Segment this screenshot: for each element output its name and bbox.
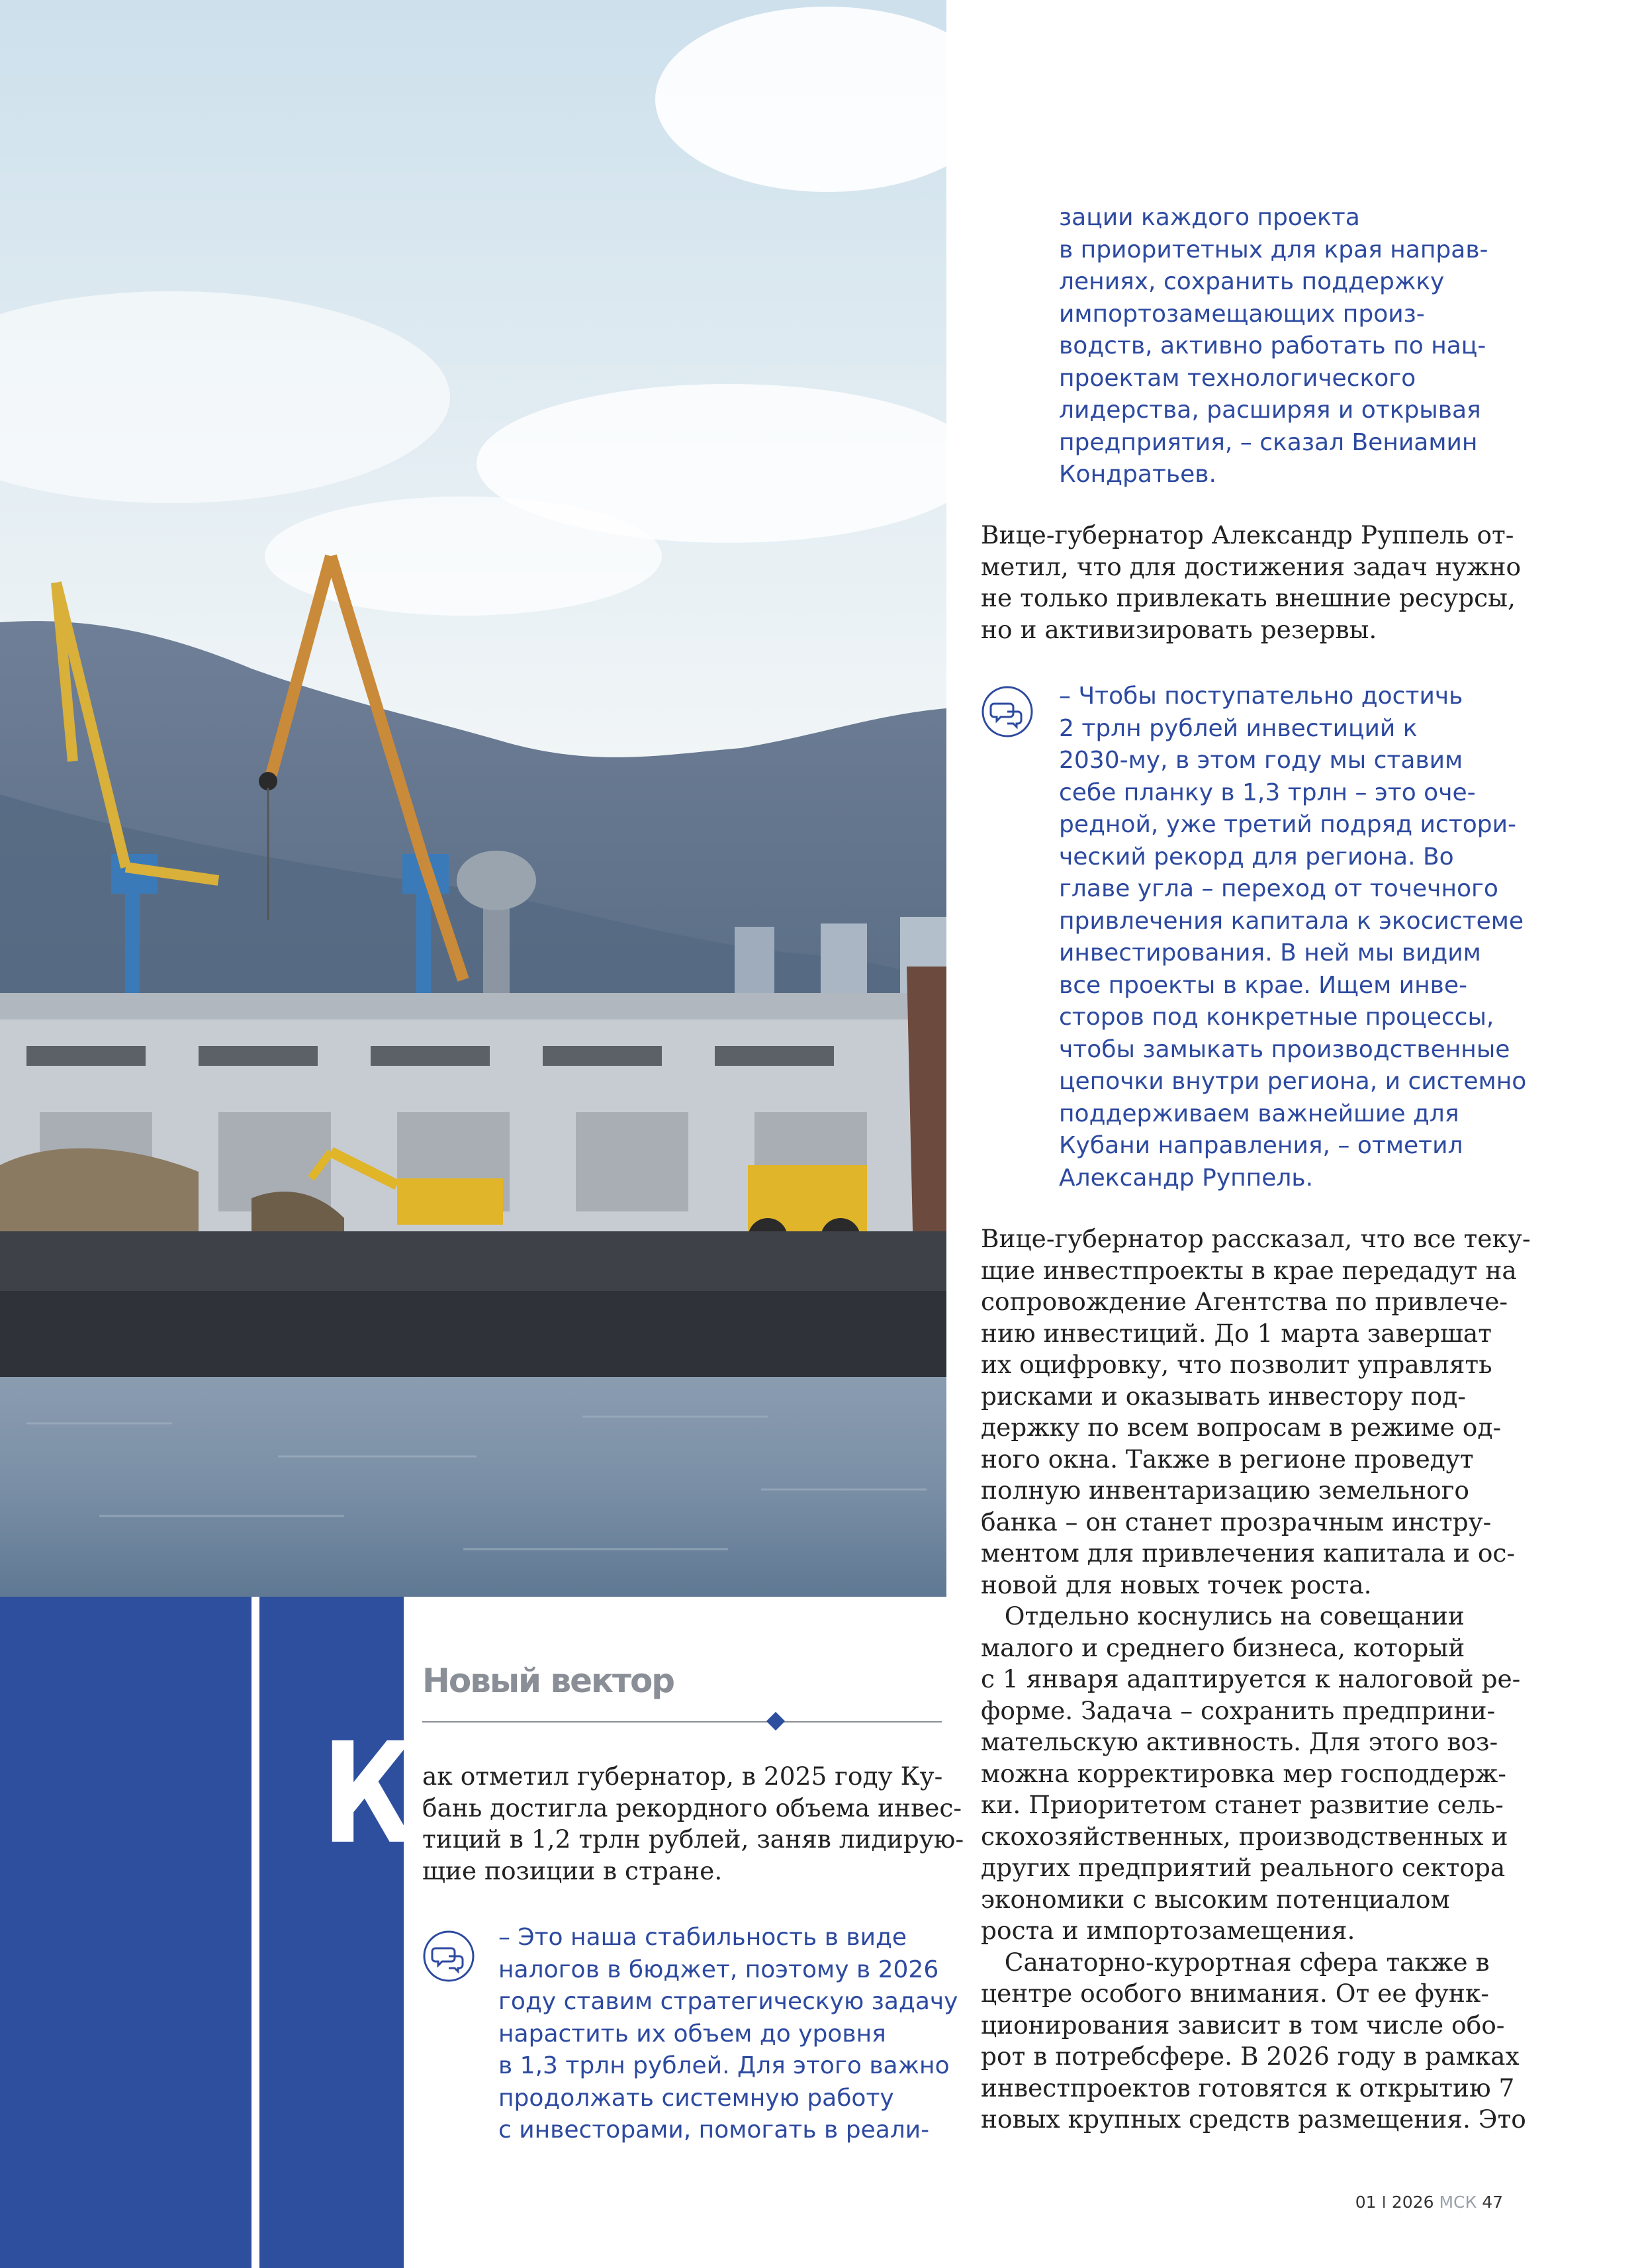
speech-bubbles-icon: [981, 685, 1034, 738]
paragraph-ruppel-intro: Вице-губернатор Александр Руппель от- метил, что для достижения задач нужно не только привлекать внешние ресурсы, но и активизировать резервы.: [981, 520, 1522, 644]
quote-governor: – Это наша стабильность в виде налогов в бюджет, поэтому в 2026 году ставим стратегическую задачу нарастить их объем до уровня в 1,3 трлн рублей. Для этого важно продолжать системную работу с инвесторами, помогать в реали-: [498, 1924, 958, 2144]
section-heading: Новый вектор: [422, 1662, 674, 1700]
diamond-ornament: [766, 1712, 785, 1730]
footer-issue: 01: [1355, 2193, 1377, 2212]
speech-bubbles-icon: [422, 1930, 475, 1983]
footer-magazine: МСК: [1439, 2193, 1477, 2212]
page-number: 47: [1482, 2193, 1503, 2212]
quote-ruppel: – Чтобы поступательно достичь 2 трлн рублей инвестиций к 2030-му, в этом году мы ставим себе планку в 1,3 трлн – это оче- редной, уже третий подряд истори- ческий рекорд для региона. Во главе угла – переход от точечного привлечения капитала к экосистеме инвестирования. В ней мы видим все проекты в крае. Ищем инве- сторов под конкретные процессы, чтобы замыкать производственные цепочки внутри региона, и системно поддерживаем важнейшие для Кубани направления, – отметил Александр Руппель.: [1059, 683, 1527, 1192]
page-footer: [1355, 2193, 1503, 2212]
quote-kondratiev-continued: зации каждого проекта в приоритетных для края направ- лениях, сохранить поддержку импортозамещающих произ- водств, активно работать по нац- проектам технологического лидерства, расширяя и открывая предприятия, – сказал Вениамин Кондратьев.: [1059, 204, 1488, 488]
blue-accent-bar-right: [259, 1597, 404, 2268]
paragraph-right-main: Вице-губернатор рассказал, что все теку- щие инвестпроекты в крае передадут на сопровождение Агентства по привлече- нию инвестиций. До 1 марта завершат их оцифровку, что позволит управлять рисками и оказывать инвестору под- держку по всем вопросам в режиме од- ного окна. Также в регионе проведут полную инвентаризацию земельного банка – он станет прозрачным инстру- ментом для привлечения капитала и ос- новой для новых точек роста. Отдельно коснулись на совещании малого и среднего бизнеса, который с 1 января адаптируется к налоговой ре- форме. Задача – сохранить предприни- мательскую активность. Для этого воз- можна корректировка мер господдерж- ки. Приоритетом станет развитие сель- скохозяйственных, производственных и других предприятий реального сектора экономики с высоким потенциалом роста и импортозамещения. Санаторно-курортная сфера также в центре особого внимания. От ее функ- ционирования зависит в том числе обо- рот в потребсфере. В 2026 году в рамках инвестпроектов готовятся к открытию 7 новых крупных средств размещения. Это: [981, 1224, 1531, 2134]
port-cranes-photo: [0, 0, 946, 1597]
paragraph-governor-intro: ак отметил губернатор, в 2025 году Ку- бань достигла рекордного объема инвес- тиций в 1,2 трлн рублей, заняв лидирую- щие позиции в стране.: [422, 1762, 964, 1885]
footer-separator: I: [1381, 2193, 1387, 2212]
footer-year: 2026: [1391, 2193, 1434, 2212]
drop-cap: К: [322, 1713, 415, 1875]
heading-rule: [422, 1721, 942, 1723]
blue-accent-bar-left: [0, 1597, 251, 2268]
